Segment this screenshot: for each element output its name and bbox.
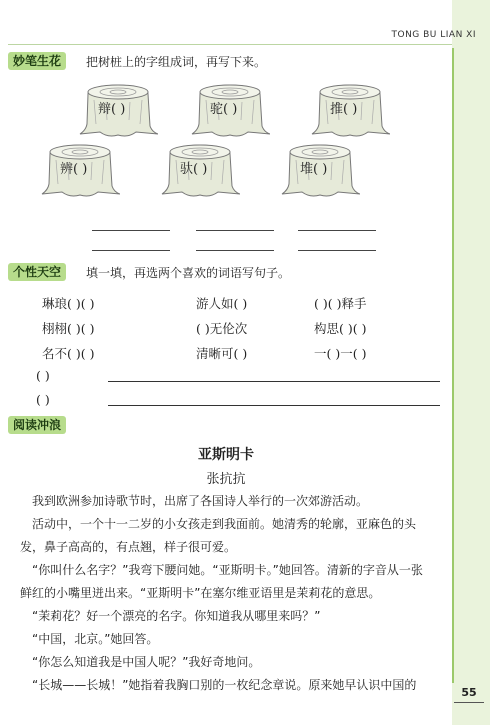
idiom-blank[interactable]: 名不( )( ): [42, 346, 95, 361]
stump-character[interactable]: 驼( ): [210, 102, 238, 117]
section-tag-miaobi: 妙笔生花: [8, 52, 66, 70]
side-divider: [452, 48, 454, 683]
section-tag-gexing: 个性天空: [8, 263, 66, 281]
section-instruction: 填一填，再选两个喜欢的词语写句子。: [86, 266, 291, 280]
tree-stump: [40, 140, 120, 200]
story-paragraph: “中国，北京。”她回答。: [32, 632, 159, 646]
stump-character[interactable]: 推( ): [330, 102, 358, 117]
story-paragraph: “你怎么知道我是中国人呢？”我好奇地问。: [32, 655, 261, 669]
story-paragraph: 我到欧洲参加诗歌节时，出席了各国诗人举行的一次郊游活动。: [32, 494, 369, 508]
section-tag-yuedu: 阅读冲浪: [8, 416, 66, 434]
section-instruction: 把树桩上的字组成词，再写下来。: [86, 55, 267, 69]
answer-line[interactable]: [298, 250, 376, 251]
header-rule: [8, 44, 452, 45]
tree-stump: [160, 140, 240, 200]
story-paragraph: “长城——长城！”她指着我胸口别的一枚纪念章说。原来她早认识中国的: [32, 678, 417, 692]
sentence-line[interactable]: [108, 381, 440, 382]
stump-character[interactable]: 堆( ): [300, 162, 328, 177]
stump-character[interactable]: 辩( ): [98, 102, 126, 117]
tree-stump: [310, 80, 390, 140]
idiom-blank[interactable]: 构思( )( ): [314, 321, 367, 336]
idiom-blank[interactable]: ( )无伦次: [196, 321, 248, 336]
tree-stump: [190, 80, 270, 140]
story-paragraph: 鲜红的小嘴里迸出来。“亚斯明卡”在塞尔维亚语里是茉莉花的意思。: [20, 586, 381, 600]
idiom-blank[interactable]: 清晰可( ): [196, 346, 248, 361]
sentence-line[interactable]: [108, 405, 440, 406]
tree-stump: [280, 140, 360, 200]
stump-character[interactable]: 驮( ): [180, 162, 208, 177]
story-title: 亚斯明卡: [198, 447, 254, 463]
story-paragraph: 活动中，一个十一二岁的小女孩走到我面前。她清秀的轮廓，亚麻色的头: [32, 517, 417, 531]
story-paragraph: “你叫什么名字？”我弯下腰问她。“亚斯明卡。”她回答。清新的字音从一张: [32, 563, 423, 577]
series-label: TONG BU LIAN XI: [391, 30, 476, 40]
answer-line[interactable]: [92, 250, 170, 251]
story-paragraph: “茉莉花？好一个漂亮的名字。你知道我从哪里来吗？”: [32, 609, 321, 623]
sentence-word-blank[interactable]: ( ): [36, 368, 50, 383]
stump-character[interactable]: 辨( ): [60, 162, 88, 177]
page-header: [0, 0, 490, 46]
page-number: 55: [461, 686, 477, 699]
answer-line[interactable]: [298, 230, 376, 231]
idiom-blank[interactable]: 琳琅( )( ): [42, 296, 95, 311]
answer-line[interactable]: [92, 230, 170, 231]
story-paragraph: 发，鼻子高高的，有点翘，样子很可爱。: [20, 540, 237, 554]
idiom-blank[interactable]: 一( )一( ): [314, 346, 367, 361]
answer-line[interactable]: [196, 250, 274, 251]
answer-line[interactable]: [196, 230, 274, 231]
idiom-blank[interactable]: 栩栩( )( ): [42, 321, 95, 336]
idiom-blank[interactable]: 游人如( ): [196, 296, 248, 311]
sentence-word-blank[interactable]: ( ): [36, 392, 50, 407]
idiom-blank[interactable]: ( )( )释手: [314, 296, 367, 311]
story-author: 张抗抗: [206, 472, 246, 487]
tree-stump: [78, 80, 158, 140]
